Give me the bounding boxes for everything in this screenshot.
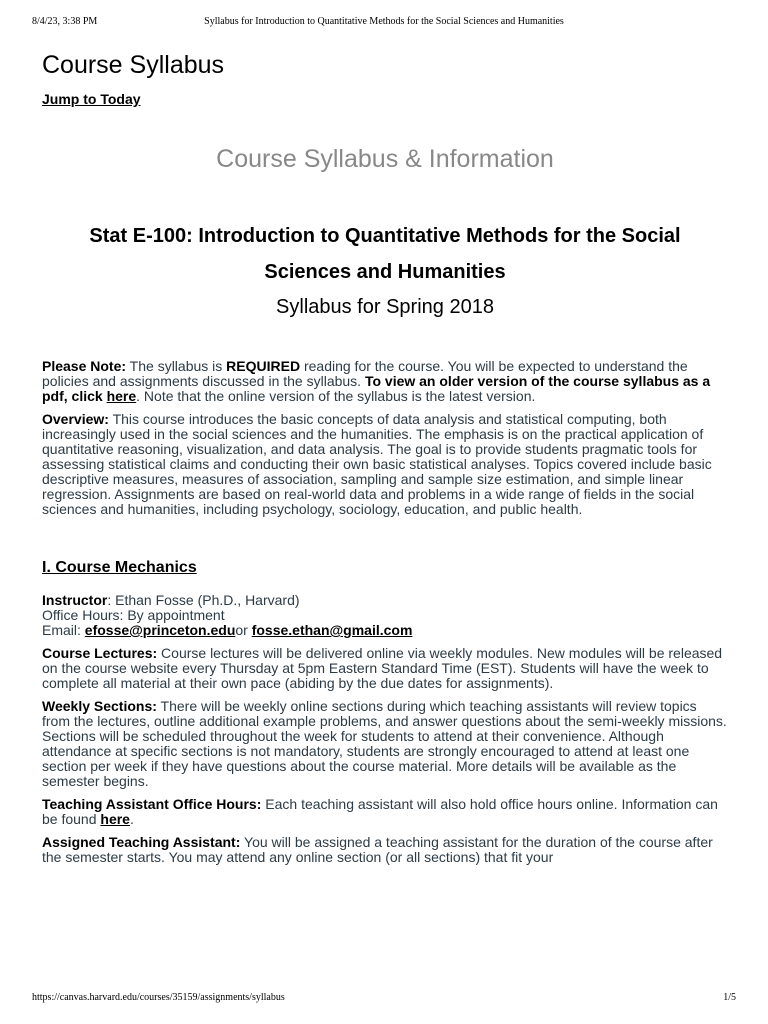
email-or-text: or [235, 622, 252, 638]
email-label: Email: [42, 622, 85, 638]
print-url: https://canvas.harvard.edu/courses/35159/assignments/syllabus [32, 992, 285, 1003]
email-link-gmail[interactable]: fosse.ethan@gmail.com [251, 622, 413, 638]
course-lectures-text: Course lectures will be delivered online via weekly modules. New modules will be released on the course website every Thursday at 5pm Eastern Standard Time (EST). Students will have the week to complete all material at their own pace (abiding by the due dates for assignments). [42, 645, 723, 691]
print-header [32, 16, 736, 30]
ta-office-hours-link[interactable]: here [100, 811, 130, 827]
note-text-2: reading for the course. You will be expected to understand the policies and assignments discussed in the syllabus. [42, 358, 688, 389]
section-heading-course-mechanics: I. Course Mechanics [42, 559, 197, 576]
ta-office-hours-paragraph [42, 797, 728, 827]
jump-to-today-link[interactable]: Jump to Today [42, 91, 141, 107]
email-link-princeton[interactable]: efosse@princeton.edu [84, 622, 236, 638]
instructor-text: : Ethan Fosse (Ph.D., Harvard) [107, 592, 300, 608]
course-lectures-paragraph [42, 646, 728, 691]
course-lectures-label: Course Lectures: [42, 645, 158, 661]
ta-office-hours-text: Each teaching assistant will also hold office hours online. Information can be found [42, 796, 718, 827]
weekly-sections-paragraph [42, 699, 728, 789]
weekly-sections-text: There will be weekly online sections during which teaching assistants will review topics from the lectures, outline additional example problems, and answer questions about the semi-weekly missions. Sections will be scheduled throughout the week for students to attend at their convenience. Although attendance at specific sections is not mandatory, students are strongly encouraged to attend at least one section per week if they have questions about the course material. More details will be available as the semester begins. [42, 698, 727, 789]
overview-text: This course introduces the basic concepts of data analysis and statistical computing, both increasingly used in the social sciences and the humanities. The emphasis is on the practical application of quantitative reasoning, visualization, and data analysis. The goal is to provide students pragmatic tools for assessing statistical claims and conducting their own basic statistical analyses. Topics covered include basic descriptive measures, measures of association, sampling and sample size estimation, and simple linear regression. Assignments are based on real-world data and problems in a wide range of fields in the social sciences and humanities, including psychology, sociology, education, and public health. [42, 411, 712, 517]
assigned-ta-paragraph [42, 835, 728, 865]
instructor-label: Instructor [42, 592, 108, 608]
instructor-info [42, 593, 728, 638]
term-heading: Syllabus for Spring 2018 [276, 296, 494, 318]
note-text-1: The syllabus is [126, 358, 227, 374]
print-document-title: Syllabus for Introduction to Quantitative Methods for the Social Sciences and Humanities [204, 16, 564, 27]
overview-paragraph [42, 412, 728, 517]
weekly-sections-label: Weekly Sections: [42, 698, 157, 714]
assigned-ta-text: You will be assigned a teaching assistant for the duration of the course after the semester starts. You may attend any online section (or all sections) that fit your [42, 834, 713, 865]
print-footer [32, 992, 736, 1006]
required-text: REQUIRED [226, 358, 301, 374]
print-timestamp: 8/4/23, 3:38 PM [32, 16, 98, 27]
syllabus-content [42, 48, 728, 865]
page-title: Course Syllabus [42, 51, 225, 79]
assigned-ta-label: Assigned Teaching Assistant: [42, 834, 241, 850]
older-syllabus-link[interactable]: here [106, 388, 137, 404]
syllabus-info-heading: Course Syllabus & Information [216, 145, 554, 173]
please-note-paragraph [42, 359, 728, 404]
print-page-number: 1/5 [723, 992, 736, 1003]
course-name-heading: Stat E-100: Introduction to Quantitative Methods for the Social Sciences and Humanities [89, 225, 681, 283]
overview-label: Overview: [42, 411, 109, 427]
please-note-label: Please Note: [42, 358, 127, 374]
ta-office-hours-end: . [129, 811, 134, 827]
older-version-text: To view an older version of the course syllabus as a pdf, click [42, 373, 711, 404]
ta-office-hours-label: Teaching Assistant Office Hours: [42, 796, 262, 812]
office-hours-text: Office Hours: By appointment [42, 607, 225, 623]
note-text-3-visible: . Note that the online version of the syllabus is the latest version. [136, 388, 536, 404]
